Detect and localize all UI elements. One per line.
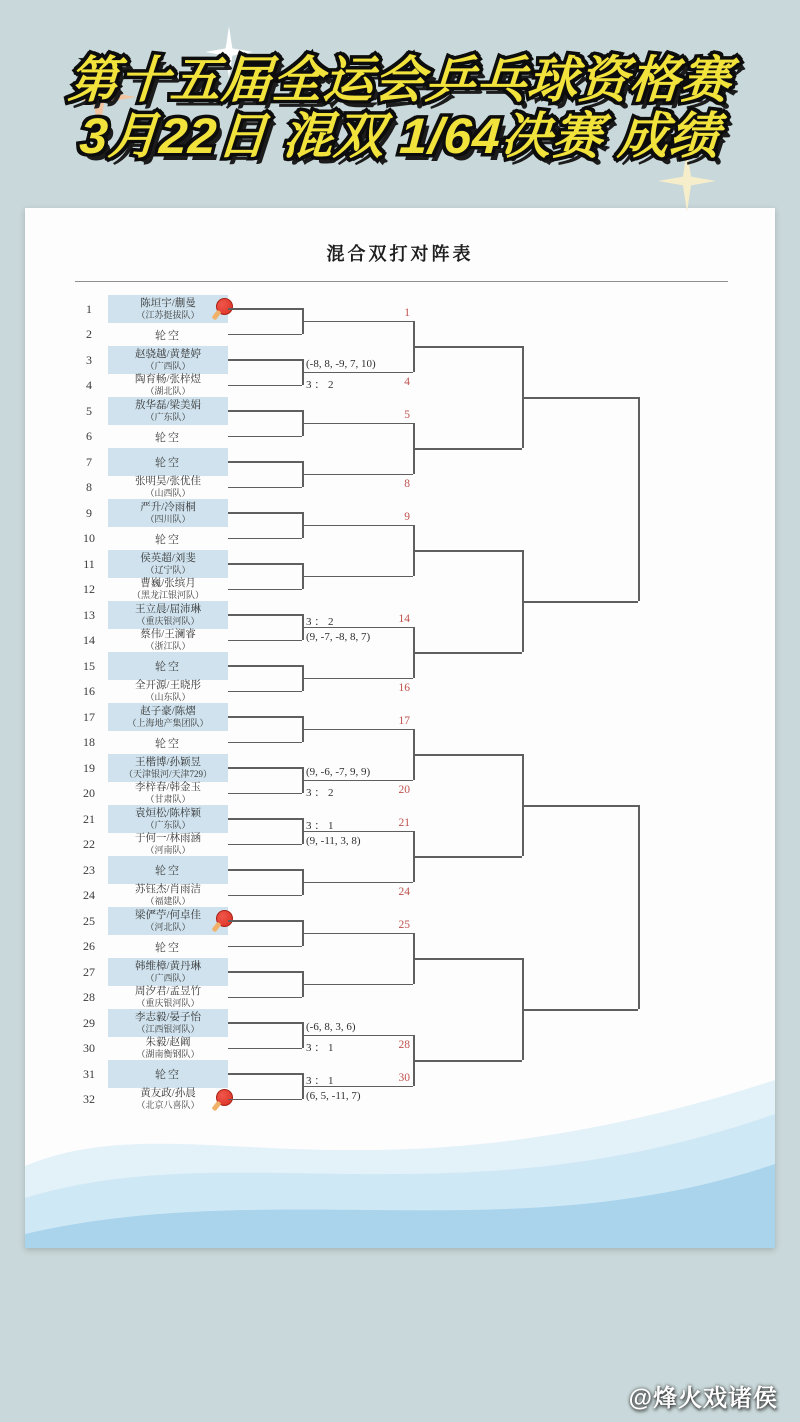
bracket-line bbox=[522, 397, 638, 399]
entry-names: 王楷博/孙颖昱 bbox=[135, 756, 201, 768]
entry-team: （广西队） bbox=[145, 972, 191, 983]
bracket-entry bbox=[108, 601, 228, 629]
score-line: 3 ： 1 bbox=[306, 1041, 334, 1054]
seed-number: 17 bbox=[83, 710, 95, 724]
entry-names: 梁俨苧/何卓佳 bbox=[135, 909, 201, 921]
bracket-line bbox=[228, 665, 302, 667]
bracket-entry bbox=[108, 856, 228, 884]
seed-number: 29 bbox=[83, 1016, 95, 1030]
winner-number: 5 bbox=[404, 408, 410, 421]
bracket-entry bbox=[108, 805, 228, 833]
entry-names: 全开源/王晓彤 bbox=[135, 680, 201, 691]
entry-names: 王立晨/屈沛琳 bbox=[135, 603, 201, 615]
bracket-entry bbox=[108, 448, 228, 476]
bracket-entry bbox=[108, 958, 228, 986]
seed-number: 18 bbox=[83, 735, 95, 749]
seed-number: 2 bbox=[86, 327, 92, 341]
bracket-entry bbox=[108, 527, 228, 550]
entry-team: （湖南衡钢队） bbox=[136, 1049, 200, 1059]
entry-names: 苏钰杰/肖雨洁 bbox=[135, 884, 201, 895]
entry-team: （江西银河队） bbox=[136, 1023, 200, 1034]
bracket-line bbox=[228, 895, 302, 897]
entry-team: （重庆银河队） bbox=[136, 615, 200, 626]
bracket-entry bbox=[108, 578, 228, 601]
bracket-entry bbox=[108, 703, 228, 731]
bracket-line bbox=[228, 971, 302, 973]
bracket-line bbox=[228, 844, 302, 846]
bracket-entry bbox=[108, 754, 228, 782]
bracket-line bbox=[228, 359, 302, 361]
bracket-title: 混合双打对阵表 bbox=[326, 244, 474, 264]
bracket-line bbox=[522, 1009, 638, 1011]
bracket-line bbox=[302, 729, 413, 731]
bracket-line bbox=[228, 742, 302, 744]
winner-number: 20 bbox=[398, 783, 410, 796]
entry-names: 陶育畅/张梓煜 bbox=[135, 374, 201, 385]
bracket-entry bbox=[108, 782, 228, 805]
score-line: 3 ： 1 bbox=[306, 1074, 334, 1087]
bracket-line bbox=[413, 550, 522, 552]
seed-number: 28 bbox=[83, 990, 95, 1004]
entry-team: （广西队） bbox=[145, 360, 191, 371]
bracket-entry bbox=[108, 1060, 228, 1088]
entry-team: （浙江队） bbox=[145, 641, 191, 651]
entry-team: （上海地产集团队） bbox=[127, 717, 209, 728]
seed-number: 19 bbox=[83, 761, 95, 775]
bracket-line bbox=[302, 678, 413, 680]
bracket-line bbox=[228, 308, 302, 310]
bracket-line bbox=[302, 525, 413, 527]
score-line: (-8, 8, -9, 7, 10) bbox=[306, 357, 376, 370]
winner-number: 14 bbox=[398, 612, 410, 625]
bye-label: 轮空 bbox=[155, 737, 181, 750]
bracket-line bbox=[228, 1022, 302, 1024]
winner-number: 8 bbox=[404, 477, 410, 490]
seed-number: 27 bbox=[83, 965, 95, 979]
seed-number: 31 bbox=[83, 1067, 95, 1081]
bracket-entry bbox=[108, 629, 228, 652]
entry-names: 周汐君/孟昱竹 bbox=[135, 986, 201, 997]
entry-names: 袁烜松/陈梓颖 bbox=[135, 807, 201, 819]
bracket-entry bbox=[108, 1009, 228, 1037]
seed-number: 7 bbox=[86, 455, 92, 469]
entry-team: （北京八喜队） bbox=[136, 1100, 200, 1110]
bracket-line bbox=[413, 346, 522, 348]
entry-names: 李梓春/韩金玉 bbox=[135, 782, 201, 793]
bracket-line bbox=[228, 385, 302, 387]
bracket-entry bbox=[108, 986, 228, 1009]
bracket-entry bbox=[108, 935, 228, 958]
bracket-line bbox=[228, 461, 302, 463]
winner-number: 24 bbox=[398, 885, 410, 898]
winner-number: 30 bbox=[398, 1071, 410, 1084]
bracket-line bbox=[228, 946, 302, 948]
bracket-line bbox=[228, 1048, 302, 1050]
bye-label: 轮空 bbox=[155, 533, 181, 546]
entry-team: （广东队） bbox=[145, 411, 191, 422]
bracket-line bbox=[228, 334, 302, 336]
winner-number: 9 bbox=[404, 510, 410, 523]
winner-number: 16 bbox=[398, 681, 410, 694]
entry-names: 蔡伟/王澜睿 bbox=[140, 629, 196, 640]
entry-names: 严升/冷雨桐 bbox=[140, 501, 196, 513]
entry-team: （广东队） bbox=[145, 819, 191, 830]
seed-number: 21 bbox=[83, 812, 95, 826]
entry-team: （福建队） bbox=[145, 896, 191, 906]
entry-names: 韩维樟/黄丹琳 bbox=[135, 960, 201, 972]
bye-label: 轮空 bbox=[155, 1069, 181, 1081]
bracket-entry bbox=[108, 550, 228, 578]
bracket-entry bbox=[108, 1037, 228, 1060]
bracket-line bbox=[228, 920, 302, 922]
bracket-line bbox=[228, 1099, 302, 1101]
seed-number: 12 bbox=[83, 582, 95, 596]
winner-number: 28 bbox=[398, 1038, 410, 1051]
entry-names: 赵子豪/陈熠 bbox=[140, 705, 196, 717]
entry-team: （辽宁队） bbox=[145, 564, 191, 575]
bracket-line bbox=[522, 601, 638, 603]
bracket-line bbox=[413, 448, 522, 450]
seed-number: 14 bbox=[83, 633, 95, 647]
bracket-entry bbox=[108, 476, 228, 499]
entry-names: 曹巍/张缤月 bbox=[140, 578, 196, 589]
bracket-entry bbox=[108, 907, 228, 935]
bracket-line bbox=[302, 423, 413, 425]
paddle-handle bbox=[211, 310, 221, 321]
score-line: 3 ： 1 bbox=[306, 819, 334, 832]
seed-number: 13 bbox=[83, 608, 95, 622]
seed-number: 4 bbox=[86, 378, 92, 392]
bracket-line bbox=[413, 1060, 522, 1062]
entry-names: 李志毅/晏子怡 bbox=[135, 1011, 201, 1023]
seed-number: 3 bbox=[86, 353, 92, 367]
bracket-entry bbox=[108, 323, 228, 346]
bracket-line bbox=[228, 997, 302, 999]
seed-number: 16 bbox=[83, 684, 95, 698]
bracket-entry bbox=[108, 652, 228, 680]
winner-number: 17 bbox=[398, 714, 410, 727]
seed-number: 15 bbox=[83, 659, 95, 673]
entry-names: 侯英超/刘斐 bbox=[140, 552, 196, 564]
seed-number: 8 bbox=[86, 480, 92, 494]
score-line: (9, -7, -8, 8, 7) bbox=[306, 630, 371, 643]
score-line: 3 ： 2 bbox=[306, 615, 334, 628]
paddle-handle bbox=[211, 1100, 221, 1111]
bracket-line bbox=[228, 767, 302, 769]
bracket-line bbox=[228, 538, 302, 540]
bye-label: 轮空 bbox=[155, 329, 181, 342]
score-line: 3 ： 2 bbox=[306, 786, 334, 799]
seed-number: 24 bbox=[83, 888, 95, 902]
score-line: 3 ： 2 bbox=[306, 378, 334, 391]
seed-number: 32 bbox=[83, 1092, 95, 1106]
bye-label: 轮空 bbox=[155, 865, 181, 877]
bracket-line bbox=[638, 397, 640, 601]
author-watermark: @烽火戏诸侯 bbox=[628, 1385, 778, 1412]
entry-names: 黄友政/孙晨 bbox=[140, 1088, 196, 1099]
bye-label: 轮空 bbox=[155, 941, 181, 954]
bracket-entry bbox=[108, 295, 228, 323]
entry-names: 敖华磊/梁美娟 bbox=[135, 399, 201, 411]
bye-label: 轮空 bbox=[155, 457, 181, 469]
score-line: (9, -6, -7, 9, 9) bbox=[306, 765, 371, 778]
bracket-line bbox=[302, 1035, 413, 1037]
bracket-entry bbox=[108, 1088, 228, 1111]
entry-names: 陈垣宇/蒯曼 bbox=[140, 297, 196, 309]
bracket-line bbox=[413, 754, 522, 756]
seed-number: 9 bbox=[86, 506, 92, 520]
bracket-line bbox=[228, 436, 302, 438]
bracket-entry bbox=[108, 397, 228, 425]
score-line: (6, 5, -11, 7) bbox=[306, 1089, 361, 1102]
bracket-line bbox=[228, 818, 302, 820]
seed-number: 23 bbox=[83, 863, 95, 877]
entry-names: 赵骁越/黄楚婷 bbox=[135, 348, 201, 360]
seed-number: 1 bbox=[86, 302, 92, 316]
bracket-line bbox=[228, 691, 302, 693]
entry-team: （天津银河/天津729） bbox=[123, 768, 212, 779]
bracket-entry bbox=[108, 833, 228, 856]
paddle-handle bbox=[211, 922, 221, 933]
bracket-entry bbox=[108, 346, 228, 374]
winner-number: 1 bbox=[404, 306, 410, 319]
bracket-line bbox=[302, 321, 413, 323]
bracket-line bbox=[302, 984, 413, 986]
bracket-line bbox=[228, 614, 302, 616]
winner-number: 21 bbox=[398, 816, 410, 829]
bye-label: 轮空 bbox=[155, 661, 181, 673]
bye-label: 轮空 bbox=[155, 431, 181, 444]
bracket-line bbox=[228, 487, 302, 489]
bracket-line bbox=[413, 856, 522, 858]
bracket-line bbox=[302, 372, 413, 374]
bracket-line bbox=[302, 576, 413, 578]
entry-names: 于何一/林雨涵 bbox=[135, 833, 201, 844]
bracket-entry bbox=[108, 884, 228, 907]
bracket-line bbox=[302, 882, 413, 884]
seed-number: 11 bbox=[83, 557, 95, 571]
bracket-line bbox=[228, 410, 302, 412]
bracket-entry bbox=[108, 374, 228, 397]
seed-number: 26 bbox=[83, 939, 95, 953]
poster-title bbox=[0, 52, 800, 164]
bracket-line bbox=[302, 474, 413, 476]
bracket-entry bbox=[108, 425, 228, 448]
bracket-line bbox=[228, 793, 302, 795]
seed-number: 5 bbox=[86, 404, 92, 418]
entry-team: （重庆银河队） bbox=[136, 998, 200, 1008]
entry-team: （江苏挺拔队） bbox=[136, 309, 200, 320]
bracket-line bbox=[228, 1073, 302, 1075]
seed-number: 25 bbox=[83, 914, 95, 928]
score-line: (-6, 8, 3, 6) bbox=[306, 1020, 356, 1033]
score-line: (9, -11, 3, 8) bbox=[306, 834, 361, 847]
bracket-line bbox=[228, 716, 302, 718]
entry-team: （河南队） bbox=[145, 845, 191, 855]
poster-title-line1: 第十五届全运会乒乓球资格赛 bbox=[66, 52, 734, 108]
entry-team: （甘肃队） bbox=[145, 794, 191, 804]
entry-team: （河北队） bbox=[145, 921, 191, 932]
entry-team: （四川队） bbox=[145, 513, 191, 524]
bracket-line bbox=[228, 869, 302, 871]
bracket-line bbox=[522, 805, 638, 807]
bracket-entry bbox=[108, 499, 228, 527]
poster-title-line2: 3月22日 混双 1/64决赛 成绩 bbox=[77, 108, 723, 164]
bracket-line bbox=[228, 512, 302, 514]
bracket-line bbox=[302, 933, 413, 935]
bracket-line bbox=[228, 563, 302, 565]
winner-number: 25 bbox=[398, 918, 410, 931]
bracket-entry bbox=[108, 731, 228, 754]
seed-number: 30 bbox=[83, 1041, 95, 1055]
winner-number: 4 bbox=[404, 375, 410, 388]
seed-number: 20 bbox=[83, 786, 95, 800]
bracket-entry bbox=[108, 680, 228, 703]
entry-team: （湖北队） bbox=[145, 386, 191, 396]
seed-number: 10 bbox=[83, 531, 95, 545]
bracket-line bbox=[638, 805, 640, 1009]
bracket-line bbox=[302, 780, 413, 782]
seed-number: 6 bbox=[86, 429, 92, 443]
entry-names: 朱毅/赵阚 bbox=[145, 1037, 191, 1048]
bracket-line bbox=[413, 652, 522, 654]
bracket-line bbox=[228, 589, 302, 591]
seed-number: 22 bbox=[83, 837, 95, 851]
entry-team: （山西队） bbox=[145, 488, 191, 498]
entry-team: （山东队） bbox=[145, 692, 191, 702]
entry-names: 张明昊/张优佳 bbox=[135, 476, 201, 487]
bracket-line bbox=[228, 640, 302, 642]
bracket-line bbox=[413, 958, 522, 960]
entry-team: （黑龙江银河队） bbox=[131, 590, 204, 600]
